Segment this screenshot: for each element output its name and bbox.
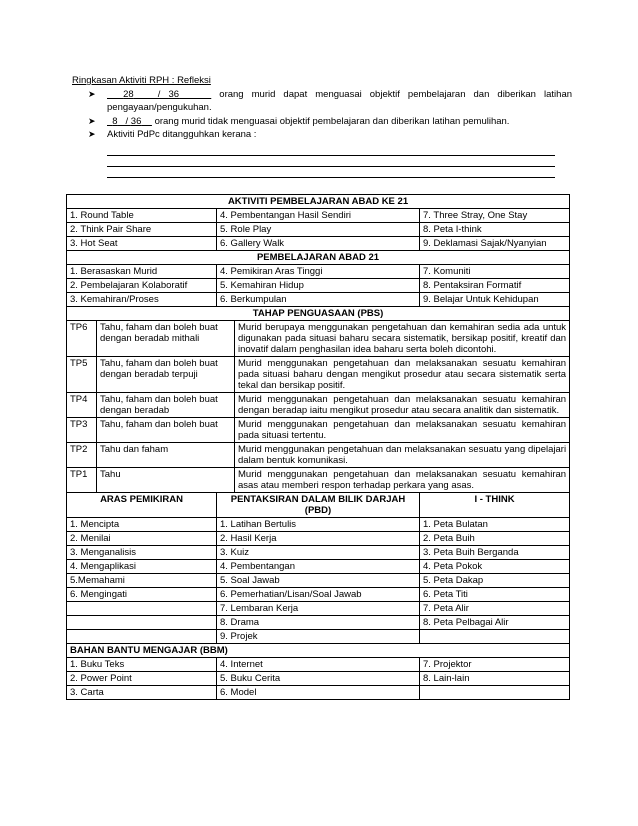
table-cell bbox=[67, 602, 217, 616]
pbs-label: Tahu, faham dan boleh buat dengan beradab bbox=[97, 393, 235, 418]
pbs-label: Tahu, faham dan boleh buat dengan beradab terpuji bbox=[97, 357, 235, 393]
i-think-header: I - THINK bbox=[420, 493, 570, 518]
reason-line bbox=[107, 156, 555, 167]
table-cell: 9. Belajar Untuk Kehidupan bbox=[420, 293, 570, 307]
table-cell: 6. Model bbox=[217, 686, 420, 700]
table-cell: 1. Latihan Bertulis bbox=[217, 518, 420, 532]
total-tidak-menguasai: 36 bbox=[130, 115, 142, 127]
table-cell: 2. Think Pair Share bbox=[67, 223, 217, 237]
table-cell: 1. Berasaskan Murid bbox=[67, 265, 217, 279]
table-cell: 6. Pemerhatian/Lisan/Soal Jawab bbox=[217, 588, 420, 602]
table-cell: 2. Peta Buih bbox=[420, 532, 570, 546]
aras-pemikiran-header: ARAS PEMIKIRAN bbox=[67, 493, 217, 518]
table-cell: 3. Peta Buih Berganda bbox=[420, 546, 570, 560]
table-cell: 3. Kemahiran/Proses bbox=[67, 293, 217, 307]
pbs-level: TP1 bbox=[67, 468, 97, 493]
refleksi-section bbox=[72, 74, 572, 178]
refleksi-item-menguasai: ➤ 28 / 36 orang murid dapat menguasai objektif pembelajaran dan diberikan latihan pengayaan/pengukuhan. bbox=[88, 88, 573, 113]
refleksi-text-ditangguhkan: Aktiviti PdPc ditangguhkan kerana : bbox=[107, 129, 257, 140]
table-cell: 4. Mengaplikasi bbox=[67, 560, 217, 574]
rph-table bbox=[66, 194, 570, 700]
table-cell: 3. Hot Seat bbox=[67, 237, 217, 251]
table-cell: 5. Role Play bbox=[217, 223, 420, 237]
table-cell: 4. Pembentangan Hasil Sendiri bbox=[217, 209, 420, 223]
table-cell: 6. Gallery Walk bbox=[217, 237, 420, 251]
pbs-label: Tahu dan faham bbox=[97, 443, 235, 468]
pbs-level: TP2 bbox=[67, 443, 97, 468]
pbs-level: TP3 bbox=[67, 418, 97, 443]
table-cell: 8. Peta I-think bbox=[420, 223, 570, 237]
table-cell: 7. Projektor bbox=[420, 658, 570, 672]
table-cell: 4. Internet bbox=[217, 658, 420, 672]
pbs-label: Tahu bbox=[97, 468, 235, 493]
table-cell: 1. Mencipta bbox=[67, 518, 217, 532]
bbm-header: BAHAN BANTU MENGAJAR (BBM) bbox=[67, 644, 570, 658]
table-cell: 7. Komuniti bbox=[420, 265, 570, 279]
table-cell: 5. Peta Dakap bbox=[420, 574, 570, 588]
pbs-description: Murid berupaya menggunakan pengetahuan dan kemahiran sedia ada untuk digunakan pada situasi baharu secara sistematik, bersikap positif, kreatif dan inovatif dalam penghasilan idea baharu serta boleh dicontohi. bbox=[235, 321, 570, 357]
pbs-level: TP4 bbox=[67, 393, 97, 418]
table-cell: 6. Mengingati bbox=[67, 588, 217, 602]
refleksi-item-ditangguhkan bbox=[72, 128, 572, 142]
table-cell bbox=[67, 630, 217, 644]
table-cell: 5.Memahami bbox=[67, 574, 217, 588]
pbs-label: Tahu, faham dan boleh buat dengan beradab mithali bbox=[97, 321, 235, 357]
table-cell: 5. Buku Cerita bbox=[217, 672, 420, 686]
table-cell: 6. Berkumpulan bbox=[217, 293, 420, 307]
abad21-learning-header: PEMBELAJARAN ABAD 21 bbox=[67, 251, 570, 265]
table-cell: 7. Lembaran Kerja bbox=[217, 602, 420, 616]
pbs-description: Murid menggunakan pengetahuan dan melaksanakan sesuatu kemahiran pada situasi tertentu. bbox=[235, 418, 570, 443]
pbs-description: Murid menggunakan pengetahuan dan melaksanakan sesuatu yang dipelajari dalam bentuk komunikasi. bbox=[235, 443, 570, 468]
table-cell bbox=[67, 616, 217, 630]
table-cell: 2. Hasil Kerja bbox=[217, 532, 420, 546]
pbs-description: Murid menggunakan pengetahuan dan melaksanakan sesuatu kemahiran asas atau memberi respon terhadap perkara yang asas. bbox=[235, 468, 570, 493]
refleksi-text-tidak-menguasai: orang murid tidak menguasai objektif pembelajaran dan diberikan latihan pemulihan. bbox=[154, 115, 510, 127]
table-cell: 4. Pembentangan bbox=[217, 560, 420, 574]
table-cell: 9. Deklamasi Sajak/Nyanyian bbox=[420, 237, 570, 251]
pbs-label: Tahu, faham dan boleh buat bbox=[97, 418, 235, 443]
count-menguasai: 28 bbox=[123, 88, 134, 100]
refleksi-title: Ringkasan Aktiviti RPH : Refleksi bbox=[72, 75, 211, 86]
table-cell: 4. Peta Pokok bbox=[420, 560, 570, 574]
refleksi-item-tidak-menguasai: ➤ 8 / 36 orang murid tidak menguasai objektif pembelajaran dan diberikan latihan pemulihan. bbox=[88, 115, 510, 127]
table-cell: 5. Soal Jawab bbox=[217, 574, 420, 588]
table-cell: 8. Drama bbox=[217, 616, 420, 630]
table-cell: 8. Pentaksiran Formatif bbox=[420, 279, 570, 293]
table-cell: 3. Menganalisis bbox=[67, 546, 217, 560]
table-cell bbox=[420, 686, 570, 700]
table-cell: 7. Three Stray, One Stay bbox=[420, 209, 570, 223]
table-cell: 3. Kuiz bbox=[217, 546, 420, 560]
abad21-activities-header: AKTIVITI PEMBELAJARAN ABAD KE 21 bbox=[67, 195, 570, 209]
reason-line bbox=[107, 167, 555, 178]
table-cell: 8. Lain-lain bbox=[420, 672, 570, 686]
table-cell: 8. Peta Pelbagai Alir bbox=[420, 616, 570, 630]
reason-line bbox=[107, 145, 555, 156]
pbs-description: Murid menggunakan pengetahuan dan melaksanakan sesuatu kemahiran pada situasi baharu dengan mengikut prosedur atau secara sistematik serta tekal dan bersikap positif. bbox=[235, 357, 570, 393]
table-cell: 1. Buku Teks bbox=[67, 658, 217, 672]
table-cell: 9. Projek bbox=[217, 630, 420, 644]
table-cell: 1. Peta Bulatan bbox=[420, 518, 570, 532]
table-cell: 1. Round Table bbox=[67, 209, 217, 223]
table-cell: 5. Kemahiran Hidup bbox=[217, 279, 420, 293]
reason-lines bbox=[107, 145, 572, 178]
count-tidak-menguasai: 8 bbox=[112, 115, 118, 127]
table-cell: 4. Pemikiran Aras Tinggi bbox=[217, 265, 420, 279]
arrow-bullet-icon: ➤ bbox=[88, 129, 96, 139]
table-cell: 2. Power Point bbox=[67, 672, 217, 686]
table-cell: 2. Menilai bbox=[67, 532, 217, 546]
pbs-description: Murid menggunakan pengetahuan dan melaksanakan sesuatu kemahiran dengan beradap iaitu mengikut prosedur atau secara analitik dan sistematik. bbox=[235, 393, 570, 418]
pbs-level: TP6 bbox=[67, 321, 97, 357]
table-cell: 7. Peta Alir bbox=[420, 602, 570, 616]
refleksi-text-menguasai: orang murid dapat menguasai objektif pembelajaran dan diberikan latihan pengayaan/pengukuhan. bbox=[107, 88, 573, 113]
table-cell: 3. Carta bbox=[67, 686, 217, 700]
table-cell bbox=[420, 630, 570, 644]
pbs-header: TAHAP PENGUASAAN (PBS) bbox=[67, 307, 570, 321]
total-menguasai: 36 bbox=[168, 88, 180, 100]
pbs-level: TP5 bbox=[67, 357, 97, 393]
arrow-bullet-icon: ➤ bbox=[88, 88, 96, 99]
table-cell: 2. Pembelajaran Kolaboratif bbox=[67, 279, 217, 293]
arrow-bullet-icon: ➤ bbox=[88, 115, 96, 126]
table-cell: 6. Peta Titi bbox=[420, 588, 570, 602]
pbd-header: PENTAKSIRAN DALAM BILIK DARJAH (PBD) bbox=[217, 493, 420, 518]
